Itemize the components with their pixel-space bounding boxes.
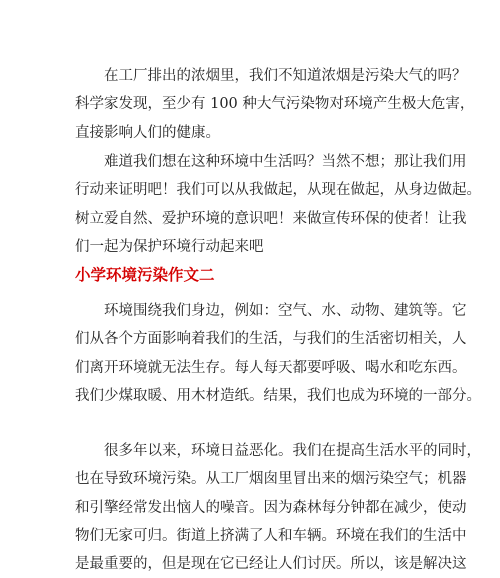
paragraph-line: 行动来证明吧！我们可以从我做起，从现在做起，从身边做起。 bbox=[75, 182, 481, 199]
paragraph-line: 物们无家可归。街道上挤满了人和车辆。环境在我们的生活中 bbox=[75, 527, 467, 544]
paragraph-line: 树立爱自然、爱护环境的意识吧！来做宣传环保的使者！让我 bbox=[75, 210, 467, 227]
paragraph-2 bbox=[75, 148, 481, 261]
paragraph-line: 也在导致环境污染。从工厂烟囱里冒出来的烟污染空气；机器 bbox=[75, 471, 467, 488]
paragraph-3 bbox=[75, 297, 481, 410]
paragraph-line: 难道我们想在这种环境中生活吗？当然不想；那让我们用 bbox=[104, 154, 467, 170]
paragraph-line: 我们少煤取暖、用木材造纸。结果，我们也成为环境的一部分。 bbox=[75, 387, 481, 404]
paragraph-line: 们离开环境就无法生存。每人每天都要呼吸、喝水和吃东西。 bbox=[75, 359, 467, 376]
paragraph-line: 们一起为保护环境行动起来吧 bbox=[75, 238, 264, 255]
paragraph-line: 在工厂排出的浓烟里，我们不知道浓烟是污染大气的吗？ bbox=[104, 68, 467, 84]
section-heading: 小学环境污染作文二 bbox=[75, 266, 215, 284]
paragraph-line: 环境围绕我们身边，例如：空气、水、动物、建筑等。它 bbox=[104, 303, 467, 319]
paragraph-line: 科学家发现，至少有 100 种大气污染物对环境产生极大危害， bbox=[75, 96, 475, 113]
paragraph-1 bbox=[75, 62, 475, 147]
paragraph-line: 是最重要的，但是现在它已经让人们讨厌。所以，该是解决这 bbox=[75, 556, 467, 573]
paragraph-line: 直接影响人们的健康。 bbox=[75, 124, 220, 141]
paragraph-line: 们从各个方面影响着我们的生活，与我们的生活密切相关，人 bbox=[75, 331, 467, 348]
paragraph-line: 很多年以来，环境日益恶化。我们在提高生活水平的同时， bbox=[104, 443, 481, 459]
paragraph-line: 和引擎经常发出恼人的噪音。因为森林每分钟都在减少，使动 bbox=[75, 499, 467, 516]
paragraph-4 bbox=[75, 437, 481, 578]
